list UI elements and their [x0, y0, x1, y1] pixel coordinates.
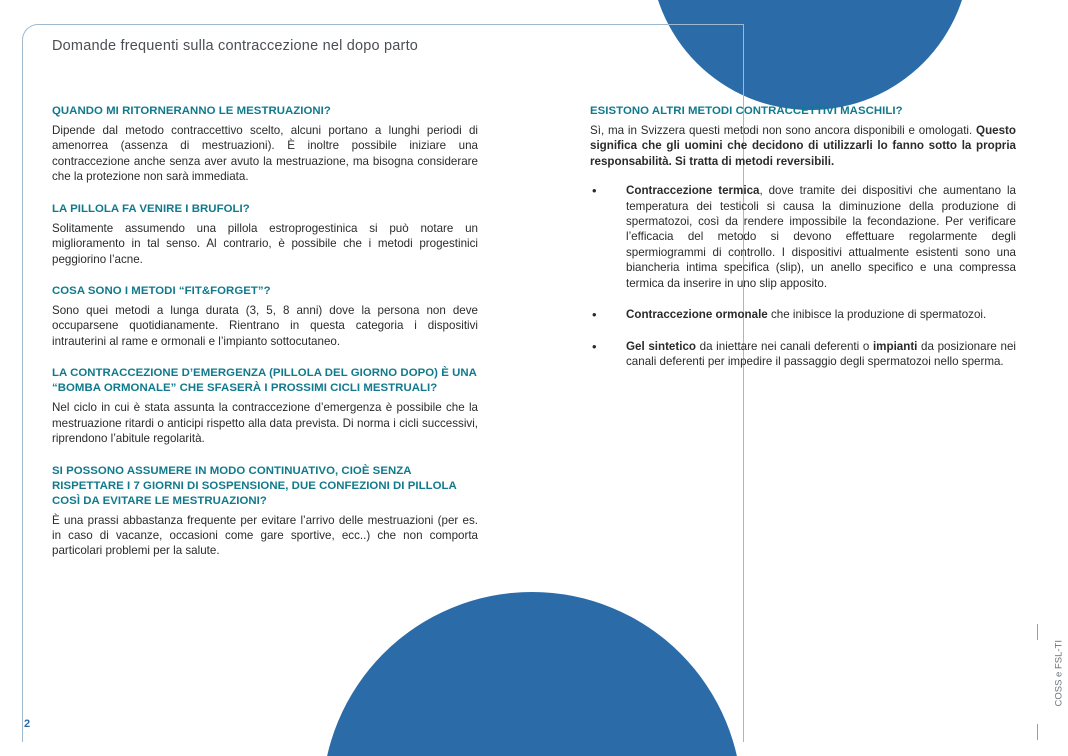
bullet-lead: Contraccezione ormonale [626, 308, 768, 322]
qa-block [52, 464, 478, 559]
question-heading: ESISTONO ALTRI METODI CONTRACCETTIVI MASCHILI? [590, 105, 903, 117]
page-title: Domande frequenti sulla contraccezione nel dopo parto [52, 38, 419, 54]
answer-text: Sono quei metodi a lunga durata (3, 5, 8 anni) dove la persona non deve occuparsene quotidianamente. Rientrano in questa categoria i dispositivi intrauterini al rame e ormonali e l’impianto sottocutaneo. [52, 303, 478, 348]
left-column [52, 104, 478, 576]
bullet-lead-2: impianti [872, 339, 918, 353]
decorative-circle-bottom [322, 592, 742, 756]
answer-text: È una prassi abbastanza frequente per evitare l’arrivo delle mestruazioni (per es. in caso di vacanze, occasioni come gare sportive, ecc..) che non comporta particolari problemi per la salute. [52, 513, 478, 558]
intro-bold: Questo significa che gli uomini che decidono di utilizzarli lo fanno sotto la propria responsabilità. Si tratta di metodi reversibili. [590, 124, 1016, 168]
bullet-lead: Gel sintetico [626, 339, 696, 353]
qa-block [52, 104, 478, 185]
bullet-text: da iniettare nei canali deferenti o [696, 339, 873, 353]
question-heading: COSA SONO I METODI “FIT&FORGET”? [52, 284, 271, 297]
qa-block [52, 366, 478, 446]
right-column [590, 104, 1016, 386]
intro-plain: Sì, ma in Svizzera questi metodi non sono ancora disponibili e omologati. [590, 124, 977, 138]
bullet-icon: • [592, 338, 597, 354]
side-divider-top [1037, 624, 1038, 640]
bullet-text: che inibisce la produzione di spermatozoi. [767, 308, 987, 322]
list-item [590, 307, 1016, 322]
qa-block [52, 284, 478, 349]
answer-text: Dipende dal metodo contraccettivo scelto, alcuni portano a lunghi periodi di amenorrea (assenza di mestruazioni). È inoltre possibile iniziare una contraccezione anche senza aver avuto la mestruazione, ma bisogna considerare che la protezione non sarà immediata. [52, 124, 478, 184]
qa-block [52, 202, 478, 267]
bullet-icon: • [592, 307, 597, 323]
question-heading: SI POSSONO ASSUMERE IN MODO CONTINUATIVO, CIOÈ SENZA RISPETTARE I 7 GIORNI DI SOSPENSIONE, DUE CONFEZIONI DI PILLOLA COSÌ DA EVITARE LE MESTRUAZIONI? [52, 464, 457, 507]
side-divider-bottom [1037, 724, 1038, 740]
answer-text: Solitamente assumendo una pillola estroprogestinica si può notare un miglioramento in tal senso. Al contrario, è possibile che i metodi progestinici peggiorino l’acne. [52, 221, 478, 266]
page-number: 2 [24, 718, 31, 730]
bullet-text: , dove tramite dei dispositivi che aumentano la temperatura dei testicoli si causa la diminuzione della produzione di spermatozoi, così da rendere impossibile la fecondazione. Per verificare l’efficacia del metodo si devono effettuare regolarmente degli spermiogrammi di controllo. I dispositivi attualmente esistenti sono una biancheria intima specifica (slip), un anello specifico e una compressa termica da inserire in uno slip apposito. [626, 184, 1016, 290]
bullet-list [590, 183, 1016, 369]
publisher-code: COSS e FSL-TI [1054, 640, 1065, 707]
qa-block [590, 104, 1016, 369]
question-heading: QUANDO MI RITORNERANNO LE MESTRUAZIONI? [52, 105, 331, 117]
decorative-circle-top [650, 0, 970, 110]
list-item [590, 183, 1016, 291]
list-item [590, 339, 1016, 370]
question-heading: LA PILLOLA FA VENIRE I BRUFOLI? [52, 202, 250, 215]
bullet-icon: • [592, 183, 597, 199]
bullet-lead: Contraccezione termica [626, 184, 760, 198]
question-heading: LA CONTRACCEZIONE D’EMERGENZA (PILLOLA DEL GIORNO DOPO) È UNA “BOMBA ORMONALE” CHE SFASERÀ I PROSSIMI CICLI MESTRUALI? [52, 367, 477, 395]
answer-text: Nel ciclo in cui è stata assunta la contraccezione d’emergenza è possibile che la mestruazione ritardi o anticipi rispetto alla data prevista. Di norma i cicli successivi, riprendono l’abitule regolarità. [52, 401, 478, 446]
bullet-text-2: da posizionare nei canali deferenti per impedire il passaggio degli spermatozoi nello sperma. [626, 339, 1016, 368]
answer-text [590, 123, 1016, 169]
